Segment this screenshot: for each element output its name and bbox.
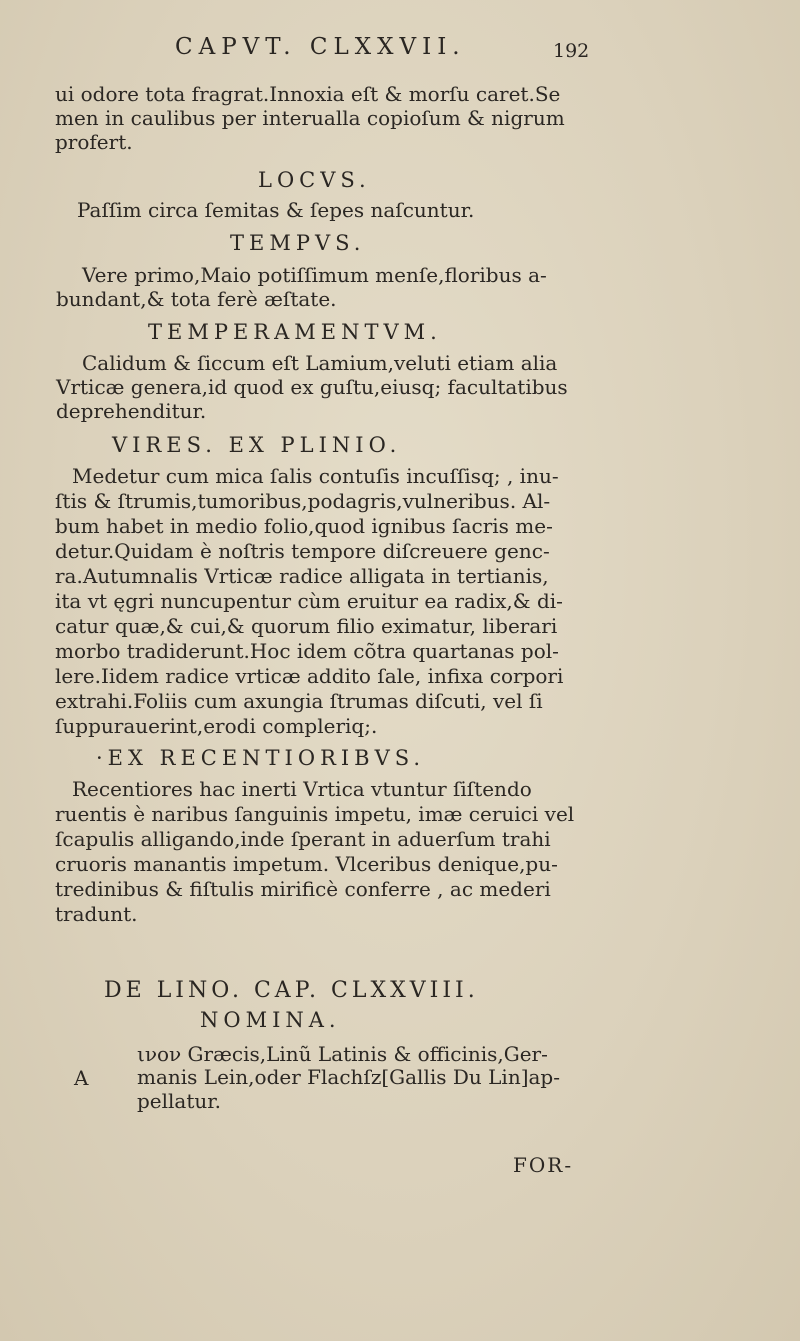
text-line: ita vt ęgri nuncupentur cùm eruitur ea radix,& di- (55, 589, 563, 613)
text-line: bundant,& tota ferè æſtate. (56, 287, 337, 311)
text-line: deprehenditur. (56, 399, 207, 423)
text-line: Vrticæ genera,id quod ex guſtu,eiusq; facultatibus (56, 375, 568, 399)
text-line: pellatur. (137, 1089, 221, 1113)
section-heading-recentioribus: ·EX RECENTIORIBVS. (96, 746, 426, 770)
text-line: lere.Iidem radice vrticæ addito ſale, infixa corpori (55, 664, 564, 688)
text-line: tredinibus & fiſtulis mirificè conferre , ac mederi (55, 877, 551, 901)
text-line: Medetur cum mica ſalis contuſis incuſſisq; , inu- (72, 464, 559, 488)
chapter-title: DE LINO. CAP. CLXXVIII. (104, 978, 479, 1003)
text-line: catur quæ,& cui,& quorum filio eximatur, liberari (55, 614, 558, 638)
margin-letter: A (74, 1066, 89, 1090)
text-line: morbo tradiderunt.Hoc idem cõtra quartanas pol- (55, 639, 559, 663)
text-line: ſcapulis alligando,inde ſperant in aduerſum trahi (55, 827, 551, 851)
section-heading-tempus: TEMPVS. (230, 231, 366, 255)
text-line: detur.Quidam è noſtris tempore diſcreuere genc- (55, 539, 550, 563)
section-heading-locus: LOCVS. (258, 168, 371, 192)
text-line: men in caulibus per interualla copioſum & nigrum (55, 106, 565, 130)
text-line: Paſſim circa ſemitas & ſepes naſcuntur. (77, 198, 475, 222)
catchword: FOR- (513, 1153, 574, 1177)
text-line: ui odore tota fragrat.Innoxia eſt & morſu caret.Se (55, 82, 561, 106)
page-number: 192 (553, 40, 590, 62)
text-line: bum habet in medio folio,quod ignibus ſacris me- (55, 514, 553, 538)
text-line: cruoris manantis impetum. Vlceribus denique,pu- (55, 852, 558, 876)
text-line: Calidum & ſiccum eſt Lamium,veluti etiam alia (82, 351, 558, 375)
text-line: profert. (55, 130, 133, 154)
text-line: ινον Græcis,Linũ Latinis & officinis,Ger- (137, 1042, 548, 1066)
text-line: Vere primo,Maio potiſſimum menſe,floribus a- (82, 263, 547, 287)
text-line: Recentiores hac inerti Vrtica vtuntur ſiſtendo (72, 777, 532, 801)
section-heading-nomina: NOMINA. (200, 1008, 341, 1032)
section-heading-temperamentum: TEMPERAMENTVM. (148, 320, 442, 344)
section-heading-vires: VIRES. EX PLINIO. (112, 433, 402, 457)
text-line: ruentis è naribus ſanguinis impetu, imæ ceruici vel (55, 802, 575, 826)
text-line: ſtis & ſtrumis,tumoribus,podagris,vulneribus. Al- (55, 489, 551, 513)
text-line: tradunt. (55, 902, 138, 926)
text-line: extrahi.Foliis cum axungia ſtrumas diſcuti, vel ſi (55, 689, 543, 713)
text-line: manis Lein,oder Flachſz[Gallis Du Lin]ap- (137, 1065, 560, 1089)
text-line: ra.Autumnalis Vrticæ radice alligata in tertianis, (55, 564, 549, 588)
text-line: ſuppurauerint,erodi compleriq;. (55, 714, 378, 738)
running-head: CAPVT. CLXXVII. (175, 34, 466, 60)
